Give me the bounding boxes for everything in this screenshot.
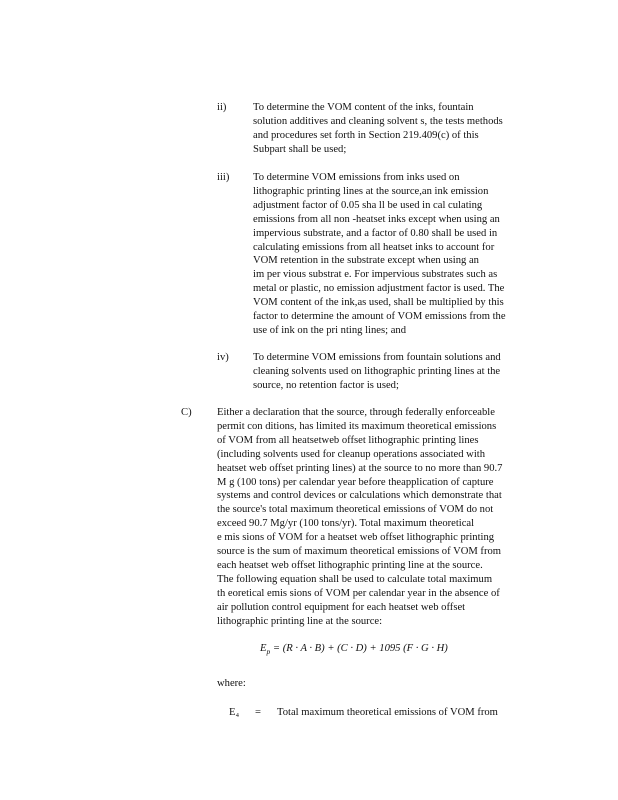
equation-lhs: E — [260, 643, 267, 654]
item-text — [253, 171, 553, 338]
text-line: e mis sions of VOM for a heatset web offset lithographic printing — [217, 532, 495, 544]
text-line: cleaning solvents used on lithographic printing lines at the — [253, 365, 501, 377]
text-line: Subpart shall be used; — [253, 143, 347, 155]
text-line: To determine the VOM content of the inks, fountain — [253, 102, 474, 113]
text-line: The following equation shall be used to calculate total maximum — [217, 573, 493, 585]
text-line: (including solvents used for cleanup operations associated with — [217, 448, 486, 460]
definition-symbol: E₄ — [229, 707, 240, 718]
equation-lhs-subscript: p — [266, 647, 271, 657]
text-line: factor to determine the amount of VOM emissions from the — [253, 311, 506, 323]
text-line: heatset web offset printing lines) at the source to no more than 90.7 — [217, 462, 503, 474]
definition-equals: = — [255, 707, 261, 718]
text-line: lithographic printing line at the source: — [217, 615, 383, 627]
text-line: VOM retention in the substrate except when using an — [253, 255, 479, 267]
item-marker: iii) — [217, 172, 230, 183]
text-line: source is the sum of maximum theoretical emissions of VOM from — [217, 546, 502, 558]
text-line: each heatset web offset lithographic printing line at the source. — [217, 559, 483, 571]
text-line: impervious substrate, and a factor of 0.80 shall be used in — [253, 227, 498, 239]
text-line: VOM content of the ink,as used, shall be multiplied by this — [253, 297, 504, 309]
text-line: emissions from all non -heatset inks except when using an — [253, 213, 500, 225]
text-line: th eoretical emis sions of VOM per calendar year in the absence of — [217, 587, 500, 599]
text-line: metal or plastic, no emission adjustment factor is used. The — [253, 283, 505, 295]
text-line: Either a declaration that the source, through federally enforceable — [217, 407, 495, 418]
text-line: of VOM from all heatsetweb offset lithographic printing lines — [217, 434, 479, 446]
text-line: exceed 90.7 Mg/yr (100 tons/yr). Total maximum theoretical — [217, 518, 475, 530]
text-line: the source's total maximum theoretical emissions of VOM do not — [217, 504, 494, 516]
where-label: where: — [217, 678, 246, 689]
text-line: lithographic printing lines at the source,an ink emission — [253, 185, 489, 197]
item-text — [217, 406, 547, 629]
text-line: and procedures set forth in Section 219.409(c) of this — [253, 129, 479, 141]
item-marker: iv) — [217, 352, 229, 363]
text-line: air pollution control equipment for each heatset web offset — [217, 601, 466, 613]
text-line: im per vious substrat e. For impervious substrates such as — [253, 269, 498, 281]
equation-rhs: = (R · A · B) + (C · D) + 1095 (F · G · H) — [272, 643, 448, 654]
text-line: systems and control devices or calculations which demonstrate that — [217, 490, 502, 502]
item-text — [253, 351, 553, 393]
text-line: To determine VOM emissions from inks used on — [253, 172, 460, 183]
definition-text: Total maximum theoretical emissions of VOM from — [277, 707, 498, 718]
emissions-equation — [260, 642, 448, 659]
text-line: To determine VOM emissions from fountain solutions and — [253, 352, 501, 363]
item-text — [253, 101, 553, 157]
text-line: source, no retention factor is used; — [253, 379, 399, 391]
text-line: calculating emissions from all heatset inks to account for — [253, 241, 495, 253]
text-line: solution additives and cleaning solvent s, the tests methods — [253, 115, 503, 127]
text-line: permit con ditions, has limited its maximum theoretical emissions — [217, 420, 497, 432]
text-line: M g (100 tons) per calendar year before theapplication of capture — [217, 476, 494, 488]
text-line: use of ink on the pri nting lines; and — [253, 324, 406, 336]
text-line: adjustment factor of 0.05 sha ll be used in cal culating — [253, 199, 483, 211]
item-marker: C) — [181, 407, 192, 418]
item-marker: ii) — [217, 102, 227, 113]
